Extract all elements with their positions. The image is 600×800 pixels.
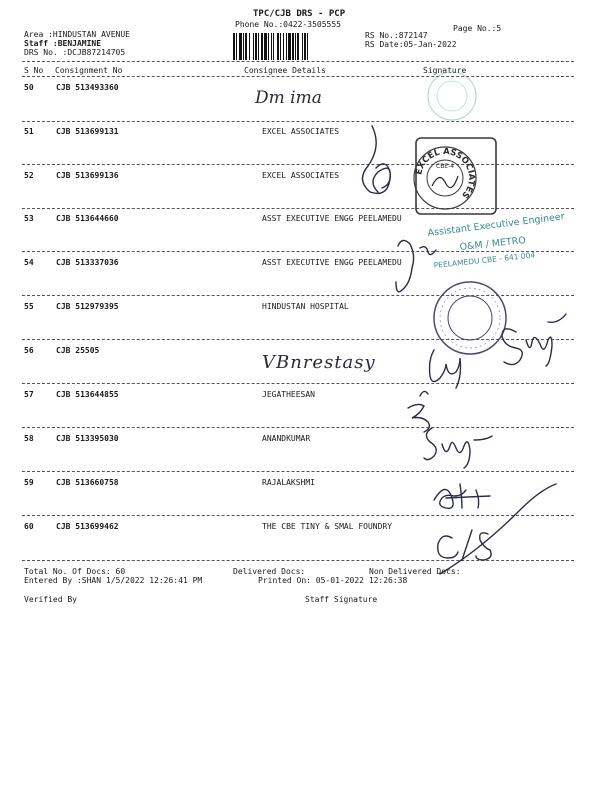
entered-by: Entered By :SHAN 1/5/2022 12:26:41 PM	[24, 576, 203, 585]
row-consignment: CJB 513493360	[56, 83, 119, 92]
svg-text:EXCEL ASSOCIATES	[414, 147, 476, 200]
row-consignee: HINDUSTAN HOSPITAL	[262, 302, 349, 311]
rs-number: RS No.:872147	[365, 31, 428, 40]
row-consignee: ASST EXECUTIVE ENGG PEELAMEDU	[262, 258, 402, 267]
row-consignee: ASST EXECUTIVE ENGG PEELAMEDU	[262, 214, 402, 223]
document-title: TPC/CJB DRS - PCP	[253, 9, 346, 19]
hospital-round-stamp	[434, 282, 506, 354]
total-docs: Total No. Of Docs: 60	[24, 567, 126, 576]
row-sno: 57	[24, 390, 34, 399]
excel-stamp-text: EXCEL ASSOCIATES	[414, 146, 477, 200]
row-sno: 56	[24, 346, 34, 355]
page-number: Page No.:5	[453, 24, 502, 33]
row-consignee: EXCEL ASSOCIATES	[262, 127, 340, 136]
row-sno: 53	[24, 214, 34, 223]
printed-on: Printed On: 05-01-2022 12:26:38	[258, 576, 408, 585]
row-sno: 54	[24, 258, 34, 267]
staff-signature: Staff Signature	[305, 595, 378, 604]
non-delivered-docs: Non Delivered Docs:	[369, 567, 461, 576]
row-sno: 50	[24, 83, 34, 92]
aee-stamp-line3: PEELAMEDU CBE - 641 004	[433, 250, 536, 270]
row-consignee: RAJALAKSHMI	[262, 478, 315, 487]
handwritten-name-row-56: VBnrestasy	[262, 352, 376, 373]
row-consignee: THE CBE TINY & SMAL FOUNDRY	[262, 522, 393, 531]
column-header-consignment: Consignment No	[55, 66, 123, 75]
row-sno: 51	[24, 127, 34, 136]
area-field: Area :HINDUSTAN AVENUE	[24, 30, 130, 39]
phone-number: Phone No.:0422-3505555	[235, 20, 341, 29]
column-header-sno: S No	[24, 66, 44, 75]
row-consignment: CJB 513395030	[56, 434, 119, 443]
faint-round-stamp	[428, 72, 476, 120]
verified-by: Verified By	[24, 595, 77, 604]
row-sno: 52	[24, 171, 34, 180]
row-consignee: JEGATHEESAN	[262, 390, 315, 399]
row-consignment: CJB 513699462	[56, 522, 119, 531]
handwritten-name-row-50: Dm ima	[255, 88, 322, 108]
row-consignment: CJB 512979395	[56, 302, 119, 311]
aee-stamp	[427, 211, 565, 270]
staff-field: Staff :BENJAMINE	[24, 39, 102, 48]
rs-date: RS Date:05-Jan-2022	[365, 40, 457, 49]
row-consignment: CJB 513699131	[56, 127, 119, 136]
row-sno: 60	[24, 522, 34, 531]
row-consignment: CJB 25505	[56, 346, 100, 355]
row-consignment: CJB 513337036	[56, 258, 119, 267]
row-consignment: CJB 513660758	[56, 478, 119, 487]
delivered-docs: Delivered Docs:	[233, 567, 306, 576]
excel-stamp-inner: CBE-4	[436, 163, 455, 170]
column-header-consignee: Consignee Details	[244, 66, 326, 75]
column-header-signature: Signature	[423, 66, 467, 75]
row-consignee: ANANDKUMAR	[262, 434, 311, 443]
excel-associates-stamp	[414, 138, 496, 214]
row-consignment: CJB 513644855	[56, 390, 119, 399]
row-sno: 59	[24, 478, 34, 487]
row-consignment: CJB 513644660	[56, 214, 119, 223]
row-consignee: EXCEL ASSOCIATES	[262, 171, 340, 180]
drs-number: DRS No. :DCJB87214705	[24, 48, 126, 57]
aee-stamp-line2: O&M / METRO	[459, 235, 527, 253]
row-sno: 58	[24, 434, 34, 443]
aee-stamp-line1: Assistant Executive Engineer	[427, 211, 566, 239]
row-sno: 55	[24, 302, 34, 311]
row-consignment: CJB 513699136	[56, 171, 119, 180]
